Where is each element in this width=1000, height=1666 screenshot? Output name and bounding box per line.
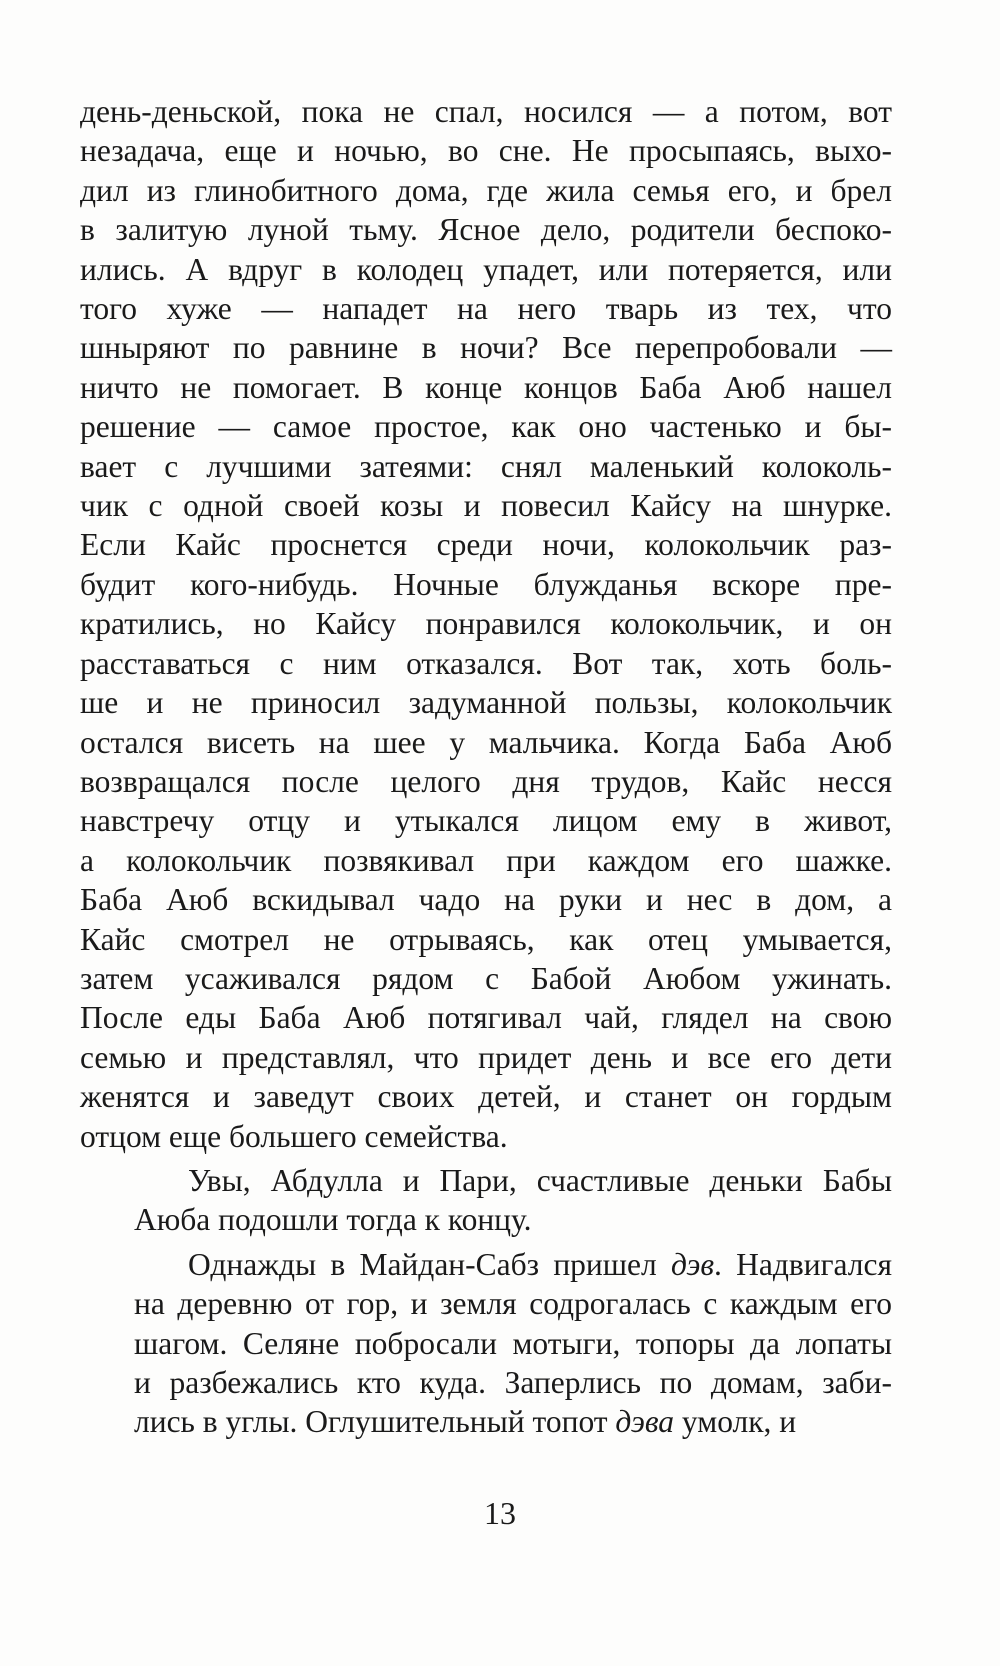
text-line: семью и представлял, что придет день и все его дети xyxy=(80,1039,892,1075)
text-line: После еды Баба Аюб потягивал чай, глядел на свою xyxy=(80,1000,892,1036)
italic-term: дэва xyxy=(615,1404,675,1440)
text-line: навстречу отцу и утыкался лицом ему в живот, xyxy=(80,803,892,839)
text-line: на деревню от гор, и земля содрогалась с каждым его xyxy=(134,1286,892,1322)
text-line: а колокольчик позвякивал при каждом его шажке. xyxy=(80,842,892,878)
text-line: чик с одной своей козы и повесил Кайсу на шнурке. xyxy=(80,488,892,524)
text-line xyxy=(80,1245,892,1284)
text-segment: Однажды в Майдан-Сабз пришел xyxy=(188,1246,671,1282)
italic-term: дэв xyxy=(670,1246,715,1282)
text-line: отцом еще большего семейства. xyxy=(80,1118,508,1154)
text-line: шныряют по равнине в ночи? Все перепробовали — xyxy=(80,330,892,366)
text-line: расставаться с ним отказался. Вот так, хоть боль- xyxy=(80,645,892,681)
text-line: вает с лучшими затеями: снял маленький колоколь- xyxy=(80,448,892,484)
text-line: будит кого-нибудь. Ночные блужданья вскоре пре- xyxy=(80,566,892,602)
text-line: и разбежались кто куда. Заперлись по домам, заби- xyxy=(134,1365,892,1400)
text-line: того хуже — нападет на него тварь из тех, что xyxy=(80,291,892,327)
text-line: дил из глинобитного дома, где жила семья его, и брел xyxy=(80,172,892,208)
text-segment: умолк, и xyxy=(674,1404,797,1440)
text-line: кратились, но Кайсу понравился колокольчик, и он xyxy=(80,606,892,642)
text-line xyxy=(80,1402,892,1441)
text-line: ились. А вдруг в колодец упадет, или потеряется, или xyxy=(80,251,892,287)
text-line: в залитую луной тьму. Ясное дело, родители беспоко- xyxy=(80,212,892,248)
text-line: женятся и заведут своих детей, и станет он гордым xyxy=(80,1079,892,1115)
text-line: остался висеть на шее у мальчика. Когда Баба Аюб xyxy=(80,724,892,760)
text-line: возвращался после целого дня трудов, Кайс несся xyxy=(80,763,892,799)
paragraph xyxy=(80,92,892,1156)
text-line: Увы, Абдулла и Пари, счастливые деньки Бабы xyxy=(188,1162,892,1198)
text-line: шагом. Селяне побросали мотыги, топоры да лопаты xyxy=(134,1325,892,1361)
paragraph xyxy=(80,1245,892,1442)
text-line: Баба Аюб вскидывал чадо на руки и нес в дом, а xyxy=(80,882,892,918)
text-line: Аюба подошли тогда к концу. xyxy=(134,1202,532,1238)
text-line: ничто не помогает. В конце концов Баба Аюб нашел xyxy=(80,369,892,405)
text-line: Кайс смотрел не отрываясь, как отец умывается, xyxy=(80,921,892,957)
text-segment: . Надвигался xyxy=(714,1246,892,1282)
text-line: затем усаживался рядом с Бабой Аюбом ужинать. xyxy=(80,960,892,996)
paragraph xyxy=(80,1161,892,1240)
text-line: день-деньской, пока не спал, носился — а потом, вот xyxy=(80,94,892,129)
text-line: незадача, еще и ночью, во сне. Не просыпаясь, выхо- xyxy=(80,133,892,169)
page-number: 13 xyxy=(484,1495,516,1531)
text-line: решение — самое простое, как оно частенько и бы- xyxy=(80,409,892,445)
text-line: Если Кайс проснется среди ночи, колокольчик раз- xyxy=(80,527,892,563)
text-segment: лись в углы. Оглушительный топот xyxy=(134,1404,616,1440)
body-text xyxy=(80,92,892,1442)
text-line: ше и не приносил задуманной пользы, колокольчик xyxy=(80,685,892,721)
